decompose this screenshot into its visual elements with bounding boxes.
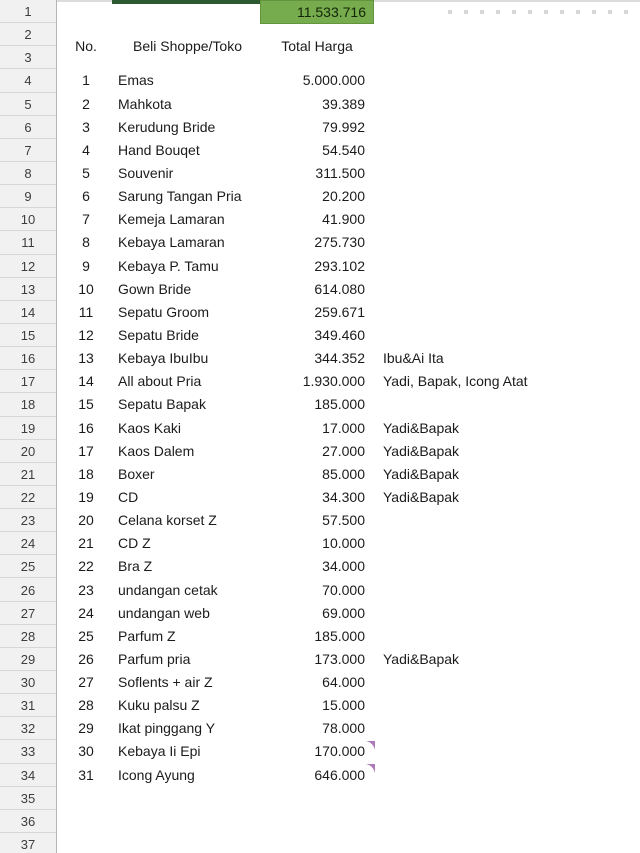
row-header-cell[interactable]: 37 [0,833,56,853]
item-total-cell[interactable]: 17.000 [322,419,365,436]
item-name-cell[interactable]: Soflents + air Z [118,674,213,691]
row-header-cell[interactable]: 5 [0,93,56,116]
item-name-cell[interactable]: Sepatu Bapak [118,396,206,413]
dark-green-cell-strip [112,0,260,4]
item-note-cell[interactable]: Yadi&Bapak [383,650,460,667]
item-note-cell[interactable]: Yadi, Bapak, Icong Atat [383,373,528,390]
table-row [0,509,640,532]
item-number-cell[interactable]: 3 [82,118,90,135]
item-name-cell[interactable]: undangan web [118,604,210,621]
item-name-cell[interactable]: Kebaya Lamaran [118,234,225,251]
row-header-cell[interactable]: 20 [0,440,56,463]
table-row [0,116,640,139]
item-total-cell[interactable]: 34.300 [322,488,365,505]
item-number-cell[interactable]: 1 [82,72,90,89]
item-total-cell[interactable]: 78.000 [322,720,365,737]
table-row [0,532,640,555]
item-name-cell[interactable]: Kemeja Lamaran [118,211,225,228]
item-total-cell[interactable]: 1.930.000 [302,373,365,390]
item-number-cell[interactable]: 25 [78,627,94,644]
item-total-cell[interactable]: 173.000 [314,650,365,667]
row-header-cell[interactable]: 28 [0,625,56,648]
item-total-cell[interactable]: 259.671 [314,303,365,320]
table-row [0,625,640,648]
item-number-cell[interactable]: 28 [78,697,94,714]
row-header-cell[interactable]: 25 [0,555,56,578]
item-number-cell[interactable]: 20 [78,512,94,529]
table-row [0,139,640,162]
row-header-cell[interactable]: 19 [0,417,56,440]
item-name-cell[interactable]: CD Z [118,535,151,552]
item-total-cell[interactable]: 70.000 [322,581,365,598]
item-number-cell[interactable]: 23 [78,581,94,598]
item-total-cell[interactable]: 293.102 [314,257,365,274]
item-name-cell[interactable]: CD [118,488,139,505]
item-total-cell[interactable]: 170.000 [314,743,365,760]
table-row [0,671,640,694]
column-header-item[interactable]: Beli Shoppe/Toko [133,38,242,55]
row-header-cell[interactable]: 30 [0,671,56,694]
item-name-cell[interactable]: Kaos Kaki [118,419,182,436]
row-header-cell[interactable]: 24 [0,532,56,555]
item-number-cell[interactable]: 7 [82,211,90,228]
table-row [0,579,640,602]
row-header-cell[interactable]: 23 [0,509,56,532]
item-number-cell[interactable]: 6 [82,188,90,205]
row-header-cell[interactable]: 21 [0,463,56,486]
item-number-cell[interactable]: 10 [78,280,94,297]
row-header-cell[interactable]: 11 [0,231,56,254]
item-name-cell[interactable]: Boxer [118,465,155,482]
table-row [0,370,640,393]
row-header-cell[interactable]: 13 [0,278,56,301]
item-name-cell[interactable]: Sepatu Bride [118,326,199,343]
row-header-cell[interactable]: 1 [0,0,56,23]
item-number-cell[interactable]: 30 [78,743,94,760]
table-row [0,555,640,578]
item-number-cell[interactable]: 16 [78,419,94,436]
table-row [0,602,640,625]
item-total-cell[interactable]: 20.200 [322,188,365,205]
item-number-cell[interactable]: 29 [78,720,94,737]
comment-flag-icon[interactable] [366,764,375,773]
item-note-cell[interactable]: Yadi&Bapak [383,465,460,482]
table-row [0,694,640,717]
item-total-cell[interactable]: 185.000 [314,396,365,413]
item-total-cell[interactable]: 69.000 [322,604,365,621]
comment-flag-icon[interactable] [366,741,375,750]
table-row [0,278,640,301]
table-row [0,393,640,416]
item-number-cell[interactable]: 15 [78,396,94,413]
table-row [0,717,640,740]
item-number-cell[interactable]: 31 [78,766,94,783]
item-note-cell[interactable]: Yadi&Bapak [383,488,460,505]
item-total-cell[interactable]: 39.389 [322,95,365,112]
dotted-artifact-line [448,10,638,14]
table-row [0,93,640,116]
item-name-cell[interactable]: Hand Bouqet [118,141,200,158]
item-total-cell[interactable]: 85.000 [322,465,365,482]
item-total-cell[interactable]: 185.000 [314,627,365,644]
table-row [0,740,640,763]
item-name-cell[interactable]: Souvenir [118,164,174,181]
item-name-cell[interactable]: Emas [118,72,154,89]
item-number-cell[interactable]: 12 [78,326,94,343]
column-header-no[interactable]: No. [75,38,97,55]
row-header-cell[interactable]: 10 [0,208,56,231]
item-name-cell[interactable]: All about Pria [118,373,202,390]
row-header-cell[interactable]: 16 [0,347,56,370]
item-number-cell[interactable]: 24 [78,604,94,621]
item-name-cell[interactable]: Parfum pria [118,650,191,667]
row-header-cell[interactable]: 9 [0,185,56,208]
table-row [0,347,640,370]
item-name-cell[interactable]: Kuku palsu Z [118,697,200,714]
item-total-cell[interactable]: 27.000 [322,442,365,459]
item-number-cell[interactable]: 27 [78,674,94,691]
row-header-cell[interactable]: 34 [0,764,56,787]
item-total-cell[interactable]: 15.000 [322,697,365,714]
row-header-cell[interactable]: 35 [0,787,56,810]
row-header-cell[interactable]: 14 [0,301,56,324]
row-header-cell[interactable]: 29 [0,648,56,671]
row-header-cell[interactable]: 3 [0,46,56,69]
table-row [0,69,640,92]
grand-total-cell[interactable]: 11.533.716 [260,0,374,24]
item-note-cell[interactable]: Ibu&Ai Ita [383,350,444,367]
row-header-cell[interactable]: 12 [0,255,56,278]
item-note-cell[interactable]: Yadi&Bapak [383,442,460,459]
row-header-cell[interactable]: 22 [0,486,56,509]
item-total-cell[interactable]: 311.500 [315,164,365,181]
table-row [0,417,640,440]
item-name-cell[interactable]: Sarung Tangan Pria [118,188,242,205]
item-total-cell[interactable]: 344.352 [314,350,365,367]
item-number-cell[interactable]: 9 [82,257,90,274]
item-note-cell[interactable]: Yadi&Bapak [383,419,460,436]
item-number-cell[interactable]: 11 [78,303,94,320]
item-number-cell[interactable]: 8 [82,234,90,251]
item-number-cell[interactable]: 18 [78,465,94,482]
item-total-cell[interactable]: 349.460 [314,326,365,343]
row-header-cell[interactable]: 17 [0,370,56,393]
table-row [0,185,640,208]
item-name-cell[interactable]: Kebaya P. Tamu [118,257,219,274]
row-header-cell[interactable]: 26 [0,579,56,602]
item-total-cell[interactable]: 10.000 [322,535,365,552]
item-name-cell[interactable]: Ikat pinggang Y [118,720,216,737]
item-total-cell[interactable]: 275.730 [314,234,365,251]
item-number-cell[interactable]: 2 [82,95,90,112]
row-header-cell[interactable]: 7 [0,139,56,162]
item-number-cell[interactable]: 13 [78,350,94,367]
item-total-cell[interactable]: 57.500 [322,512,365,529]
table-row [0,162,640,185]
table-row [0,463,640,486]
table-row [0,324,640,347]
item-name-cell[interactable]: Kebaya Ii Epi [118,743,201,760]
row-header-cell[interactable]: 2 [0,23,56,46]
table-row [0,764,640,787]
item-number-cell[interactable]: 19 [78,488,94,505]
row-header-cell[interactable]: 33 [0,740,56,763]
table-row [0,486,640,509]
row-header-cell[interactable]: 4 [0,69,56,92]
item-number-cell[interactable]: 14 [78,373,94,390]
item-total-cell[interactable]: 64.000 [322,674,365,691]
item-number-cell[interactable]: 17 [78,442,94,459]
item-total-cell[interactable]: 41.900 [322,211,365,228]
table-row [0,301,640,324]
row-header-cell[interactable]: 6 [0,116,56,139]
item-name-cell[interactable]: Celana korset Z [118,512,217,529]
item-name-cell[interactable]: Sepatu Groom [118,303,210,320]
item-number-cell[interactable]: 26 [78,650,94,667]
item-total-cell[interactable]: 5.000.000 [302,72,365,89]
item-total-cell[interactable]: 79.992 [322,118,365,135]
item-number-cell[interactable]: 4 [82,141,90,158]
item-total-cell[interactable]: 646.000 [314,766,365,783]
item-number-cell[interactable]: 5 [82,164,90,181]
table-row [0,255,640,278]
column-header-total[interactable]: Total Harga [281,38,353,55]
item-name-cell[interactable]: Gown Bride [118,280,192,297]
item-name-cell[interactable]: undangan cetak [118,581,218,598]
item-number-cell[interactable]: 22 [78,558,94,575]
table-row [0,208,640,231]
item-name-cell[interactable]: Bra Z [118,558,153,575]
row-header-cell[interactable]: 36 [0,810,56,833]
item-name-cell[interactable]: Kebaya IbuIbu [118,350,209,367]
item-total-cell[interactable]: 34.000 [322,558,365,575]
table-row [0,440,640,463]
item-total-cell[interactable]: 54.540 [322,141,365,158]
table-row [0,648,640,671]
row-header-cell[interactable]: 31 [0,694,56,717]
table-header-row [0,23,640,69]
table-row [0,231,640,254]
item-name-cell[interactable]: Kaos Dalem [118,442,195,459]
row-header-cell[interactable]: 27 [0,602,56,625]
item-name-cell[interactable]: Kerudung Bride [118,118,216,135]
item-number-cell[interactable]: 21 [78,535,94,552]
item-name-cell[interactable]: Parfum Z [118,627,176,644]
row-header-cell[interactable]: 32 [0,717,56,740]
item-total-cell[interactable]: 614.080 [314,280,365,297]
item-name-cell[interactable]: Icong Ayung [118,766,195,783]
row-header-cell[interactable]: 18 [0,393,56,416]
row-header-cell[interactable]: 8 [0,162,56,185]
item-name-cell[interactable]: Mahkota [118,95,172,112]
row-header-cell[interactable]: 15 [0,324,56,347]
